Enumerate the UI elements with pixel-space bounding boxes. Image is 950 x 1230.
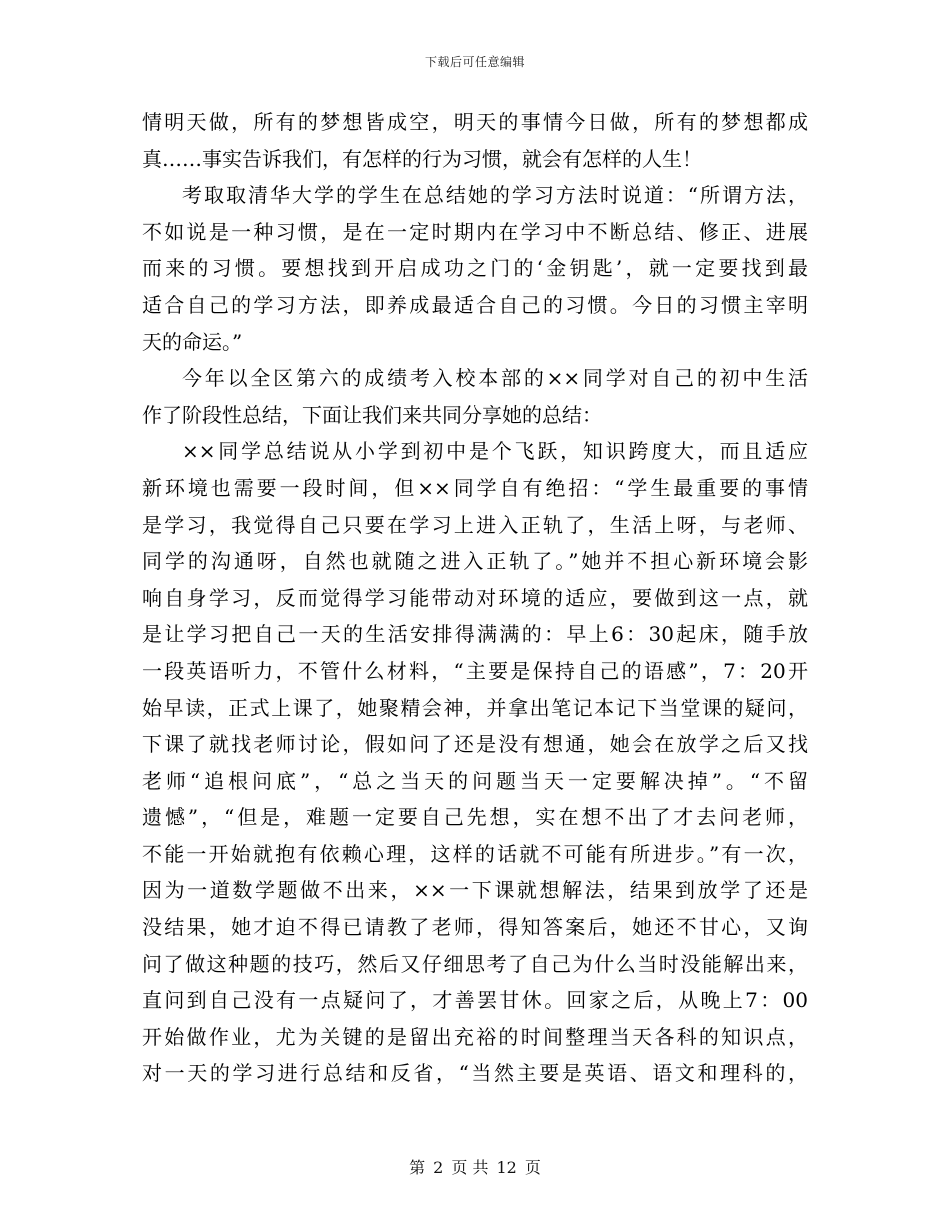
body-line: 下课了就找老师讨论，假如问了还是没有想通，她会在放学之后又找 [142, 732, 808, 757]
body-line: ××同学总结说从小学到初中是个飞跃，知识跨度大，而且适应 [182, 439, 808, 464]
body-line: 新环境也需要一段时间，但××同学自有绝招：“学生最重要的事情 [142, 475, 808, 500]
body-line: 今年以全区第六的成绩考入校本部的××同学对自己的初中生活 [182, 366, 808, 391]
body-line: 真……事实告诉我们，有怎样的行为习惯，就会有怎样的人生！ [142, 146, 702, 171]
document-body [142, 104, 808, 1092]
body-line: 不能一开始就抱有依赖心理，这样的话就不可能有所进步。”有一次， [142, 841, 808, 866]
body-line: 适合自己的学习方法，即养成最适合自己的习惯。今日的习惯主宰明 [142, 292, 808, 317]
body-line: 考取取清华大学的学生在总结她的学习方法时说道：“所谓方法， [182, 183, 808, 208]
body-line: 直问到自己没有一点疑问了，才善罢甘休。回家之后，从晚上7：00 [142, 988, 808, 1013]
footer-suffix: 页 [524, 1158, 541, 1177]
body-line: 始早读，正式上课了，她聚精会神，并拿出笔记本记下当堂课的疑问， [142, 695, 808, 720]
body-line: 响自身学习，反而觉得学习能带动对环境的适应，要做到这一点，就 [142, 585, 808, 610]
page-number: 2 [433, 1158, 444, 1177]
footer-middle: 页 共 [451, 1158, 489, 1177]
body-line: 老师“追根问底”，“总之当天的问题当天一定要解决掉”。“不留 [142, 768, 808, 793]
body-line: 对一天的学习进行总结和反省，“当然主要是英语、语文和理科的， [142, 1061, 808, 1086]
body-line: 开始做作业，尤为关键的是留出充裕的时间整理当天各科的知识点， [142, 1024, 808, 1049]
body-line: 没结果，她才迫不得已请教了老师，得知答案后，她还不甘心，又询 [142, 915, 808, 940]
page-total: 12 [496, 1158, 517, 1177]
body-line: 是让学习把自己一天的生活安排得满满的：早上6：30起床，随手放 [142, 622, 808, 647]
body-line: 天的命运。” [142, 329, 243, 354]
body-line: 同学的沟通呀，自然也就随之进入正轨了。”她并不担心新环境会影 [142, 549, 808, 574]
body-line: 一段英语听力，不管什么材料，“主要是保持自己的语感”，7：20开 [142, 658, 808, 683]
body-line: 不如说是一种习惯，是在一定时期内在学习中不断总结、修正、进展 [142, 219, 808, 244]
page-footer [0, 1155, 950, 1178]
body-line: 作了阶段性总结，下面让我们来共同分享她的总结： [142, 402, 602, 427]
body-line: 是学习，我觉得自己只要在学习上进入正轨了，生活上呀，与老师、 [142, 512, 808, 537]
body-line: 情明天做，所有的梦想皆成空，明天的事情今日做，所有的梦想都成 [142, 110, 808, 134]
body-line: 而来的习惯。要想找到开启成功之门的‘金钥匙’，就一定要找到最 [142, 256, 808, 281]
footer-prefix: 第 [409, 1158, 426, 1177]
body-line: 因为一道数学题做不出来，××一下课就想解法，结果到放学了还是 [142, 878, 808, 903]
body-line: 问了做这种题的技巧，然后又仔细思考了自己为什么当时没能解出来， [142, 951, 808, 976]
body-line: 遗憾”，“但是，难题一定要自己先想，实在想不出了才去问老师， [142, 805, 808, 830]
page-header: 下载后可任意编辑 [424, 55, 525, 69]
